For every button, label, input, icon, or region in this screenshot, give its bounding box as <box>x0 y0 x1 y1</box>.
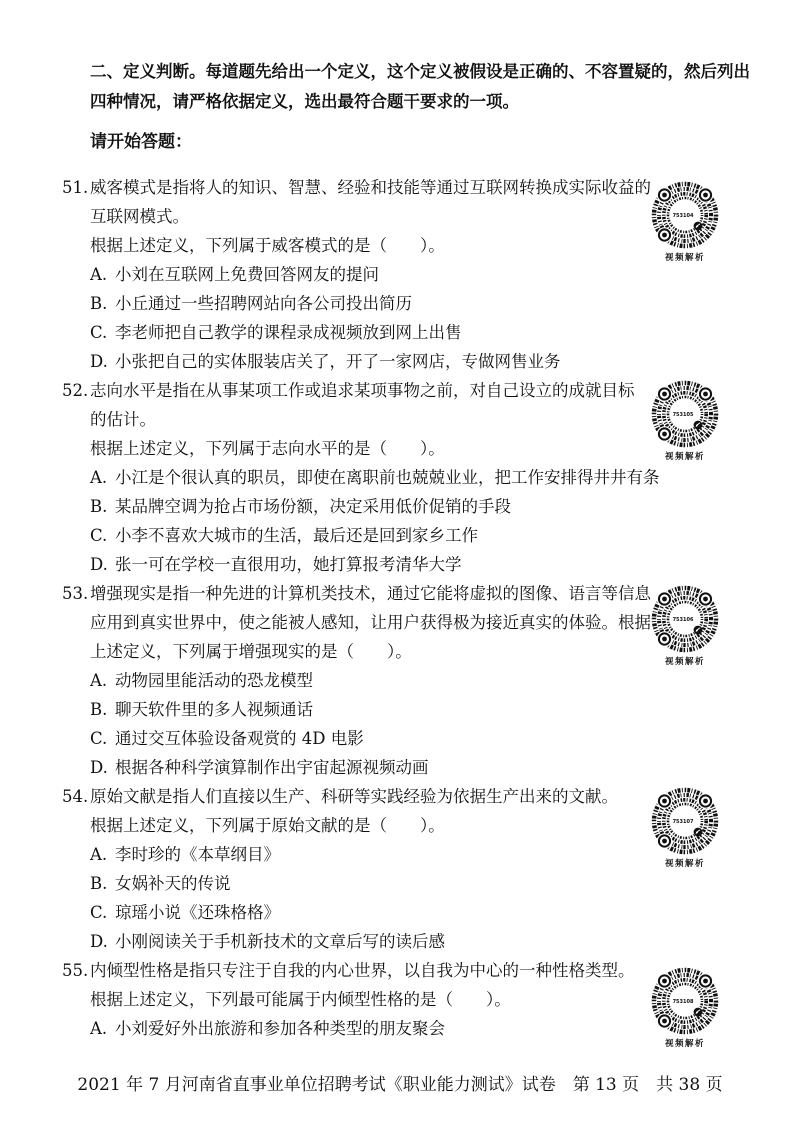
option-a <box>0 666 800 695</box>
option-text: 某品牌空调为抢占市场份额，决定采用低价促销的手段 <box>115 497 511 516</box>
qr-caption: 视频解析 <box>664 253 705 263</box>
question-number: 51. <box>62 178 89 197</box>
option-text: 张一可在学校一直很用功，她打算报考清华大学 <box>115 555 462 574</box>
option-text: 琼瑶小说《还珠格格》 <box>115 903 280 922</box>
option-label: C. <box>90 903 108 922</box>
option-label: A. <box>90 265 108 284</box>
section-heading-line: 二、定义判断。每道题先给出一个定义，这个定义被假设是正确的、不容置疑的，然后列出 <box>90 62 750 81</box>
qr-code-53 <box>650 584 720 668</box>
qr-caption: 视频解析 <box>664 859 705 869</box>
qr-caption: 视频解析 <box>664 452 705 462</box>
stem-text: 根据上述定义，下列属于志向水平的是（ ）。 <box>90 439 445 458</box>
option-c <box>0 521 800 550</box>
qr-number: 753107 <box>672 819 694 825</box>
option-label: A. <box>90 1019 108 1038</box>
stem-text: 根据上述定义，下列最可能属于内倾型性格的是（ ）。 <box>90 990 511 1009</box>
option-b <box>0 492 800 521</box>
option-b <box>0 695 800 724</box>
option-label: D. <box>90 932 108 951</box>
option-label: C. <box>90 729 108 748</box>
qr-number: 753106 <box>672 617 694 623</box>
stem-text: 志向水平是指在从事某项工作或追求某项事物之前，对自己设立的成就目标 <box>90 381 635 400</box>
qr-code-icon <box>650 966 720 1036</box>
section-heading-line: 四种情况，请严格依据定义，选出最符合题干要求的一项。 <box>90 92 519 111</box>
qr-code-icon <box>650 180 720 250</box>
question-number: 53. <box>62 584 89 603</box>
option-d <box>0 347 800 376</box>
option-c <box>0 898 800 927</box>
option-label: B. <box>90 874 108 893</box>
option-text: 小张把自己的实体服装店关了，开了一家网店，专做网售业务 <box>115 352 561 371</box>
question-number: 54. <box>62 787 89 806</box>
stem-text: 根据上述定义，下列属于威客模式的是（ ）。 <box>90 236 445 255</box>
option-text: 李老师把自己教学的课程录成视频放到网上出售 <box>115 323 462 342</box>
option-text: 女娲补天的传说 <box>115 874 231 893</box>
stem-text: 的估计。 <box>90 410 156 429</box>
option-d <box>0 753 800 782</box>
option-text: 根据各种科学演算制作出宇宙起源视频动画 <box>115 758 429 777</box>
qr-number: 753108 <box>672 999 694 1005</box>
qr-code-55 <box>650 966 720 1050</box>
page-footer: 2021 年 7 月河南省直事业单位招聘考试《职业能力测试》试卷 第 13 页 共 38 页 <box>77 1075 723 1095</box>
option-text: 李时珍的《本草纲目》 <box>115 845 280 864</box>
start-prompt: 请开始答题： <box>90 132 192 152</box>
qr-code-icon <box>650 379 720 449</box>
option-label: A. <box>90 468 108 487</box>
question-number: 55. <box>62 961 89 980</box>
qr-code-icon <box>650 786 720 856</box>
stem-text: 应用到真实世界中，使之能被人感知，让用户获得极为接近真实的体验。根据 <box>90 613 651 632</box>
option-d <box>0 927 800 956</box>
option-c <box>0 318 800 347</box>
option-text: 小刘爱好外出旅游和参加各种类型的朋友聚会 <box>115 1019 445 1038</box>
option-d <box>0 550 800 579</box>
option-label: D. <box>90 555 108 574</box>
stem-text: 内倾型性格是指只专注于自我的内心世界，以自我为中心的一种性格类型。 <box>90 961 635 980</box>
option-label: A. <box>90 671 108 690</box>
section-heading <box>90 57 750 117</box>
qr-caption: 视频解析 <box>664 1039 705 1049</box>
option-label: D. <box>90 352 108 371</box>
stem-text: 上述定义，下列属于增强现实的是（ ）。 <box>90 642 412 661</box>
option-c <box>0 724 800 753</box>
option-b <box>0 289 800 318</box>
qr-number: 753104 <box>672 213 694 219</box>
option-label: A. <box>90 845 108 864</box>
qr-code-54 <box>650 786 720 870</box>
qr-code-icon <box>650 584 720 654</box>
option-text: 小李不喜欢大城市的生活，最后还是回到家乡工作 <box>115 526 478 545</box>
qr-code-52 <box>650 379 720 463</box>
stem-text: 根据上述定义，下列属于原始文献的是（ ）。 <box>90 816 445 835</box>
option-a <box>0 463 800 492</box>
option-text: 动物园里能活动的恐龙模型 <box>115 671 313 690</box>
stem-text: 增强现实是指一种先进的计算机类技术，通过它能将虚拟的图像、语言等信息 <box>90 584 651 603</box>
option-text: 小江是个很认真的职员，即使在离职前也兢兢业业，把工作安排得井井有条 <box>115 468 660 487</box>
option-label: B. <box>90 700 108 719</box>
option-text: 小刘在互联网上免费回答网友的提问 <box>115 265 379 284</box>
option-text: 通过交互体验设备观赏的 4D 电影 <box>115 729 364 748</box>
qr-caption: 视频解析 <box>664 657 705 667</box>
option-text: 小丘通过一些招聘网站向各公司投出简历 <box>115 294 412 313</box>
qr-code-51 <box>650 180 720 264</box>
qr-number: 753105 <box>672 412 694 418</box>
stem-text: 原始文献是指人们直接以生产、科研等实践经验为依据生产出来的文献。 <box>90 787 618 806</box>
option-label: C. <box>90 526 108 545</box>
stem-text: 互联网模式。 <box>90 207 189 226</box>
option-label: B. <box>90 497 108 516</box>
option-a <box>0 260 800 289</box>
question-number: 52. <box>62 381 89 400</box>
option-text: 聊天软件里的多人视频通话 <box>115 700 313 719</box>
option-label: B. <box>90 294 108 313</box>
option-label: D. <box>90 758 108 777</box>
option-b <box>0 869 800 898</box>
stem-text: 威客模式是指将人的知识、智慧、经验和技能等通过互联网转换成实际收益的 <box>90 178 651 197</box>
option-label: C. <box>90 323 108 342</box>
option-text: 小刚阅读关于手机新技术的文章后写的读后感 <box>115 932 445 951</box>
